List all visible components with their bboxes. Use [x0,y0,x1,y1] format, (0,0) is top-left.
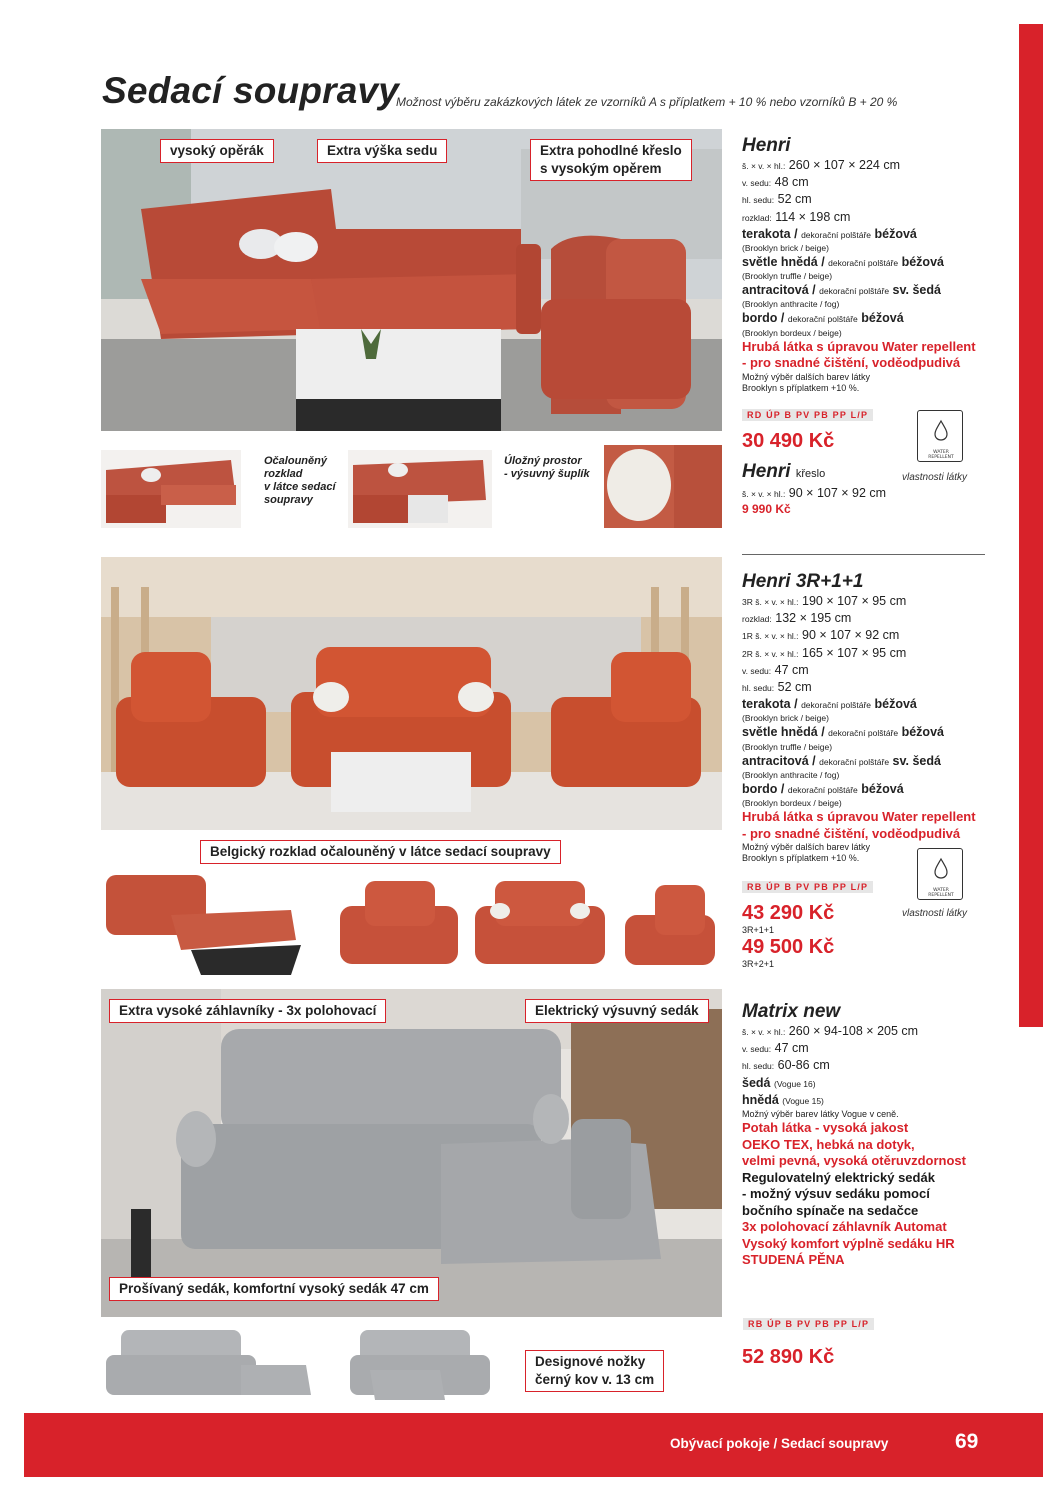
callout-seat-height: Extra výška sedu [317,139,447,163]
henri-set-unfold-photo [101,855,301,975]
henri-set-chair-photo [620,880,720,968]
page-subtitle: Možnost výběru zakázkových látek ze vzorníků A s příplatkem + 10 % nebo vzorníků B + 20 % [396,95,898,109]
matrix-small-photo-1 [101,1325,316,1403]
availability-tags: RB ÚP B PV PB PP L/P [742,881,873,893]
henri-storage-photo [348,450,492,528]
henri-set-sofa-photo [470,876,610,968]
matrix-price: 52 890 Kč [742,1346,835,1368]
henri3-price-1: 43 290 Kč [742,902,835,925]
svg-text:WATER: WATER [933,888,949,893]
availability-tags: RD ÚP B PV PB PP L/P [742,409,873,421]
chair-price: 9 990 Kč [742,501,791,516]
matrix-main-photo [101,989,722,1317]
henri-specs: Henri š. × v. × hl.: 260 × 107 × 224 cm v. sedu: 48 cm hl. sedu: 52 cm rozklad: 114 × 198 cm terakota / dekorační polštáře béžová (Brooklyn brick / beige) světle hnědá / dekorační polštáře béžová (Brooklyn truffle / beige) antracitová / dekorační polštáře sv. šedá (Brooklyn anthracite / fog) bordo / dekorační polštáře béžová (Brooklyn bordeux / beige) Hrubá látka s úpravou Water repellent - pro snadné čištění, voděodpudivá Možný výběr dalších barev látky Brooklyn s příplatkem +10 %. RD ÚP B PV PB PP L/P 30 490 Kč Henri křeslo š. × v. × hl.: 90 × 107 × 92 cm 9 990 Kč [742,135,1000,517]
henri-price: 30 490 Kč [742,429,835,452]
side-accent-bar [1019,24,1043,1027]
matrix-specs: Matrix new š. × v. × hl.: 260 × 94-108 × 205 cm v. sedu: 47 cm hl. sedu: 60-86 cm šedá (Vogue 16) hnědá (Vogue 15) Možný výběr barev látky Vogue v ceně. Potah látka - vysoká jakost OEKO TEX, hebká na dotyk, velmi pevná, vysoká otěruvzdornost Regulovatelný elektrický sedák - možný výsuv sedáku pomocí bočního spínače na sedačce 3x polohovací záhlavník Automat Vysoký komfort výplně sedáku HR STUDENÁ PĚNA [742,1001,1000,1269]
callout-armchair: Extra pohodlné křeslo s vysokým opěrem [530,139,692,181]
product-name: Henri 3R+1+1 [742,571,864,592]
callout-belgian-unfold: Belgický rozklad očalouněný v látce sedací soupravy [200,840,561,864]
callout-design-legs: Designové nožky černý kov v. 13 cm [525,1350,664,1392]
svg-text:WATER: WATER [933,450,949,455]
icon-caption: vlastnosti látky [902,472,968,483]
product-name: Matrix new [742,1001,841,1022]
page-title: Sedací soupravy [102,70,400,111]
water-repellent-icon [917,848,963,900]
footer-category: Obývací pokoje / Sedací soupravy [670,1436,889,1451]
henri-unfold-photo [101,450,241,528]
callout-headrests: Extra vysoké záhlavníky - 3x polohovací [109,999,386,1023]
matrix-small-photo-2 [330,1325,500,1403]
callout-electric-seat: Elektrický výsuvný sedák [525,999,709,1023]
chair-name: Henri [742,460,791,482]
note-storage: Úložný prostor - výsuvný šuplík [504,455,590,480]
availability-tags: RB ÚP B PV PB PP L/P [743,1318,874,1330]
callout-high-backrest: vysoký opěrák [160,139,274,163]
henri-set-photo [101,557,722,830]
henri3-price-2: 49 500 Kč [742,936,835,959]
page-number: 69 [955,1430,979,1453]
svg-text:REPELLENT: REPELLENT [928,893,954,898]
henri3-specs: Henri 3R+1+1 3R š. × v. × hl.: 190 × 107 × 95 cm rozklad: 132 × 195 cm 1R š. × v. × hl.: 90 × 107 × 92 cm 2R š. × v. × hl.: 165 × 107 × 95 cm v. sedu: 47 cm hl. sedu: 52 cm terakota / dekorační polštáře béžová (Brooklyn brick / beige) světle hnědá / dekorační polštáře béžová (Brooklyn truffle / beige) antracitová / dekorační polštáře sv. šedá (Brooklyn anthracite / fog) bordo / dekorační polštáře béžová (Brooklyn bordeux / beige) Hrubá látka s úpravou Water repellent - pro snadné čištění, voděodpudivá Možný výběr dalších barev látky Brooklyn s příplatkem +10 %. RB ÚP B PV PB PP L/P 43 290 Kč 3R+1+1 49 500 Kč 3R+2+1 [742,571,1000,969]
callout-quilted-seat: Prošívaný sedák, komfortní vysoký sedák 47 cm [109,1277,439,1301]
svg-text:REPELLENT: REPELLENT [928,455,954,460]
section-divider [742,554,985,555]
page-footer [24,1413,1043,1477]
henri-fabric-photo [604,445,722,528]
henri-set-loveseat-photo [335,876,463,968]
product-name: Henri [742,135,791,156]
note-upholstered-unfold: Očalouněný rozklad v látce sedací soupravy [264,455,336,506]
water-repellent-icon [917,410,963,462]
icon-caption: vlastnosti látky [902,908,968,919]
